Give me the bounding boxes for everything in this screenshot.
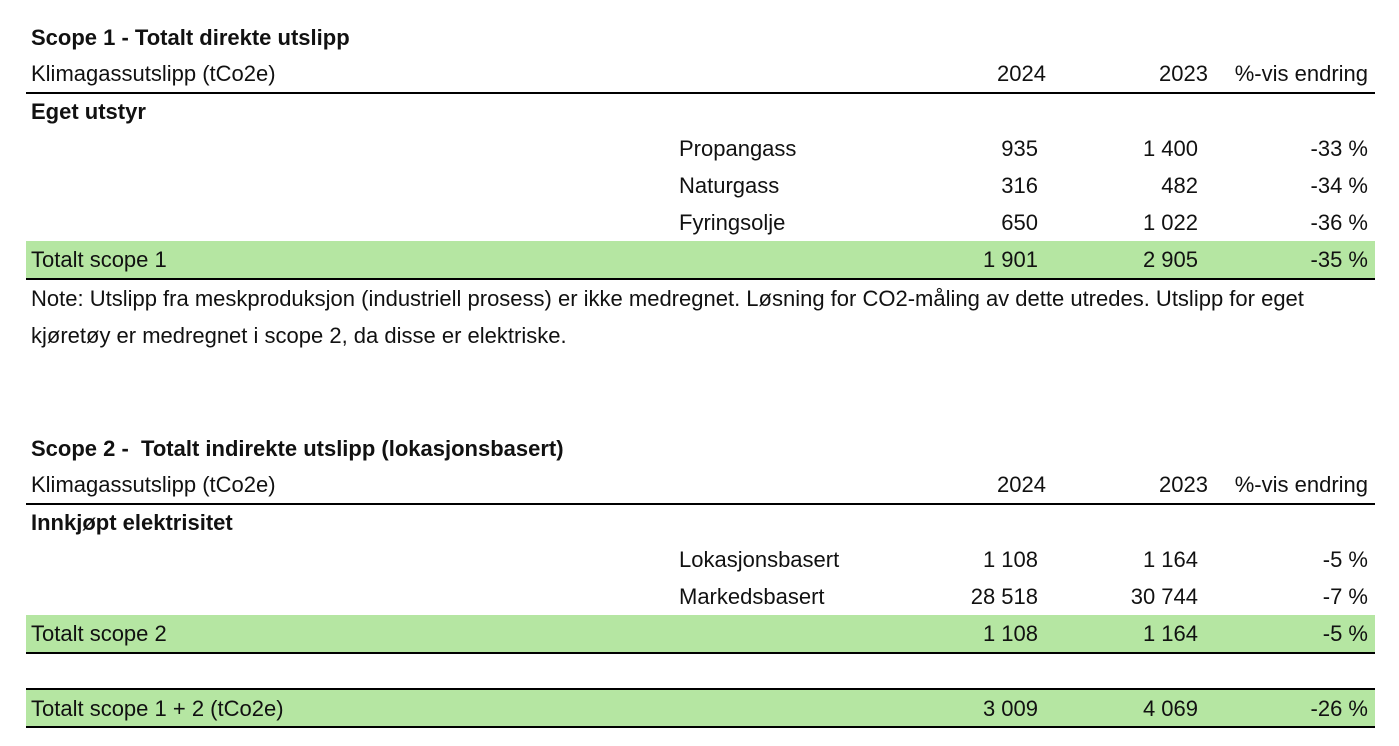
value-2023: 30 744 <box>1130 584 1198 609</box>
scope1-header-label: Klimagassutslipp (tCo2e) <box>31 61 276 86</box>
scope2-header-label: Klimagassutslipp (tCo2e) <box>31 472 276 497</box>
scope1-note: Note: Utslipp fra meskproduksjon (industriell prosess) er ikke medregnet. Løsning for CO2-måling av dette utredes. Utslipp for eget kjøretøy er medregnet i scope 2, da disse er elektriske. <box>31 286 1304 348</box>
scope1-total-2024: 1 901 <box>982 247 1038 272</box>
scope1-header-row <box>26 55 1375 94</box>
scope2-header-row <box>26 466 1375 505</box>
value-2023: 1 400 <box>1142 136 1198 161</box>
value-change: -36 % <box>1310 210 1368 235</box>
value-change: -33 % <box>1310 136 1368 161</box>
scope2-category: Innkjøpt elektrisitet <box>31 510 233 535</box>
scope1-total-label: Totalt scope 1 <box>31 247 167 272</box>
table-row <box>26 130 1375 167</box>
grand-total-2024: 3 009 <box>982 696 1038 721</box>
scope1-title: Scope 1 - Totalt direkte utslipp <box>31 25 350 50</box>
table-row <box>26 204 1375 241</box>
grand-total-2023: 4 069 <box>1142 696 1198 721</box>
scope1-category-row <box>26 93 1375 130</box>
scope2-total-2024: 1 108 <box>982 621 1038 646</box>
scope2-total-2023: 1 164 <box>1142 621 1198 646</box>
scope2-total-change: -5 % <box>1322 621 1368 646</box>
value-2024: 316 <box>1001 173 1038 198</box>
scope1-total-2023: 2 905 <box>1142 247 1198 272</box>
scope1-title-row <box>26 19 1375 56</box>
value-change: -5 % <box>1322 547 1368 572</box>
grand-total-row <box>26 688 1375 728</box>
scope1-category: Eget utstyr <box>31 99 146 124</box>
item-name: Markedsbasert <box>679 584 825 609</box>
item-name: Lokasjonsbasert <box>679 547 840 572</box>
item-name: Fyringsolje <box>679 210 786 235</box>
table-row <box>26 578 1375 615</box>
scope2-total-label: Totalt scope 2 <box>31 621 167 646</box>
grand-total-label: Totalt scope 1 + 2 (tCo2e) <box>31 696 284 721</box>
scope1-total-change: -35 % <box>1310 247 1368 272</box>
item-name: Naturgass <box>679 173 780 198</box>
scope2-title-row <box>26 430 1375 467</box>
scope2-header-2023: 2023 <box>1159 472 1208 497</box>
value-change: -34 % <box>1310 173 1368 198</box>
value-2024: 935 <box>1001 136 1038 161</box>
scope2-header-2024: 2024 <box>997 472 1046 497</box>
scope1-header-2023: 2023 <box>1159 61 1208 86</box>
table-row <box>26 541 1375 578</box>
value-change: -7 % <box>1322 584 1368 609</box>
scope2-title: Scope 2 - Totalt indirekte utslipp (lokasjonsbasert) <box>31 436 564 461</box>
scope2-category-row <box>26 504 1375 541</box>
scope1-header-2024: 2024 <box>997 61 1046 86</box>
value-2023: 1 022 <box>1142 210 1198 235</box>
grand-total-change: -26 % <box>1310 696 1368 721</box>
scope1-header-change: %-vis endring <box>1234 61 1368 86</box>
scope1-total-row <box>26 241 1375 280</box>
table-row <box>26 167 1375 204</box>
value-2024: 1 108 <box>982 547 1038 572</box>
scope2-total-row <box>26 615 1375 654</box>
value-2023: 1 164 <box>1142 547 1198 572</box>
scope2-header-change: %-vis endring <box>1234 472 1368 497</box>
value-2024: 28 518 <box>970 584 1038 609</box>
value-2023: 482 <box>1161 173 1198 198</box>
value-2024: 650 <box>1001 210 1038 235</box>
item-name: Propangass <box>679 136 797 161</box>
